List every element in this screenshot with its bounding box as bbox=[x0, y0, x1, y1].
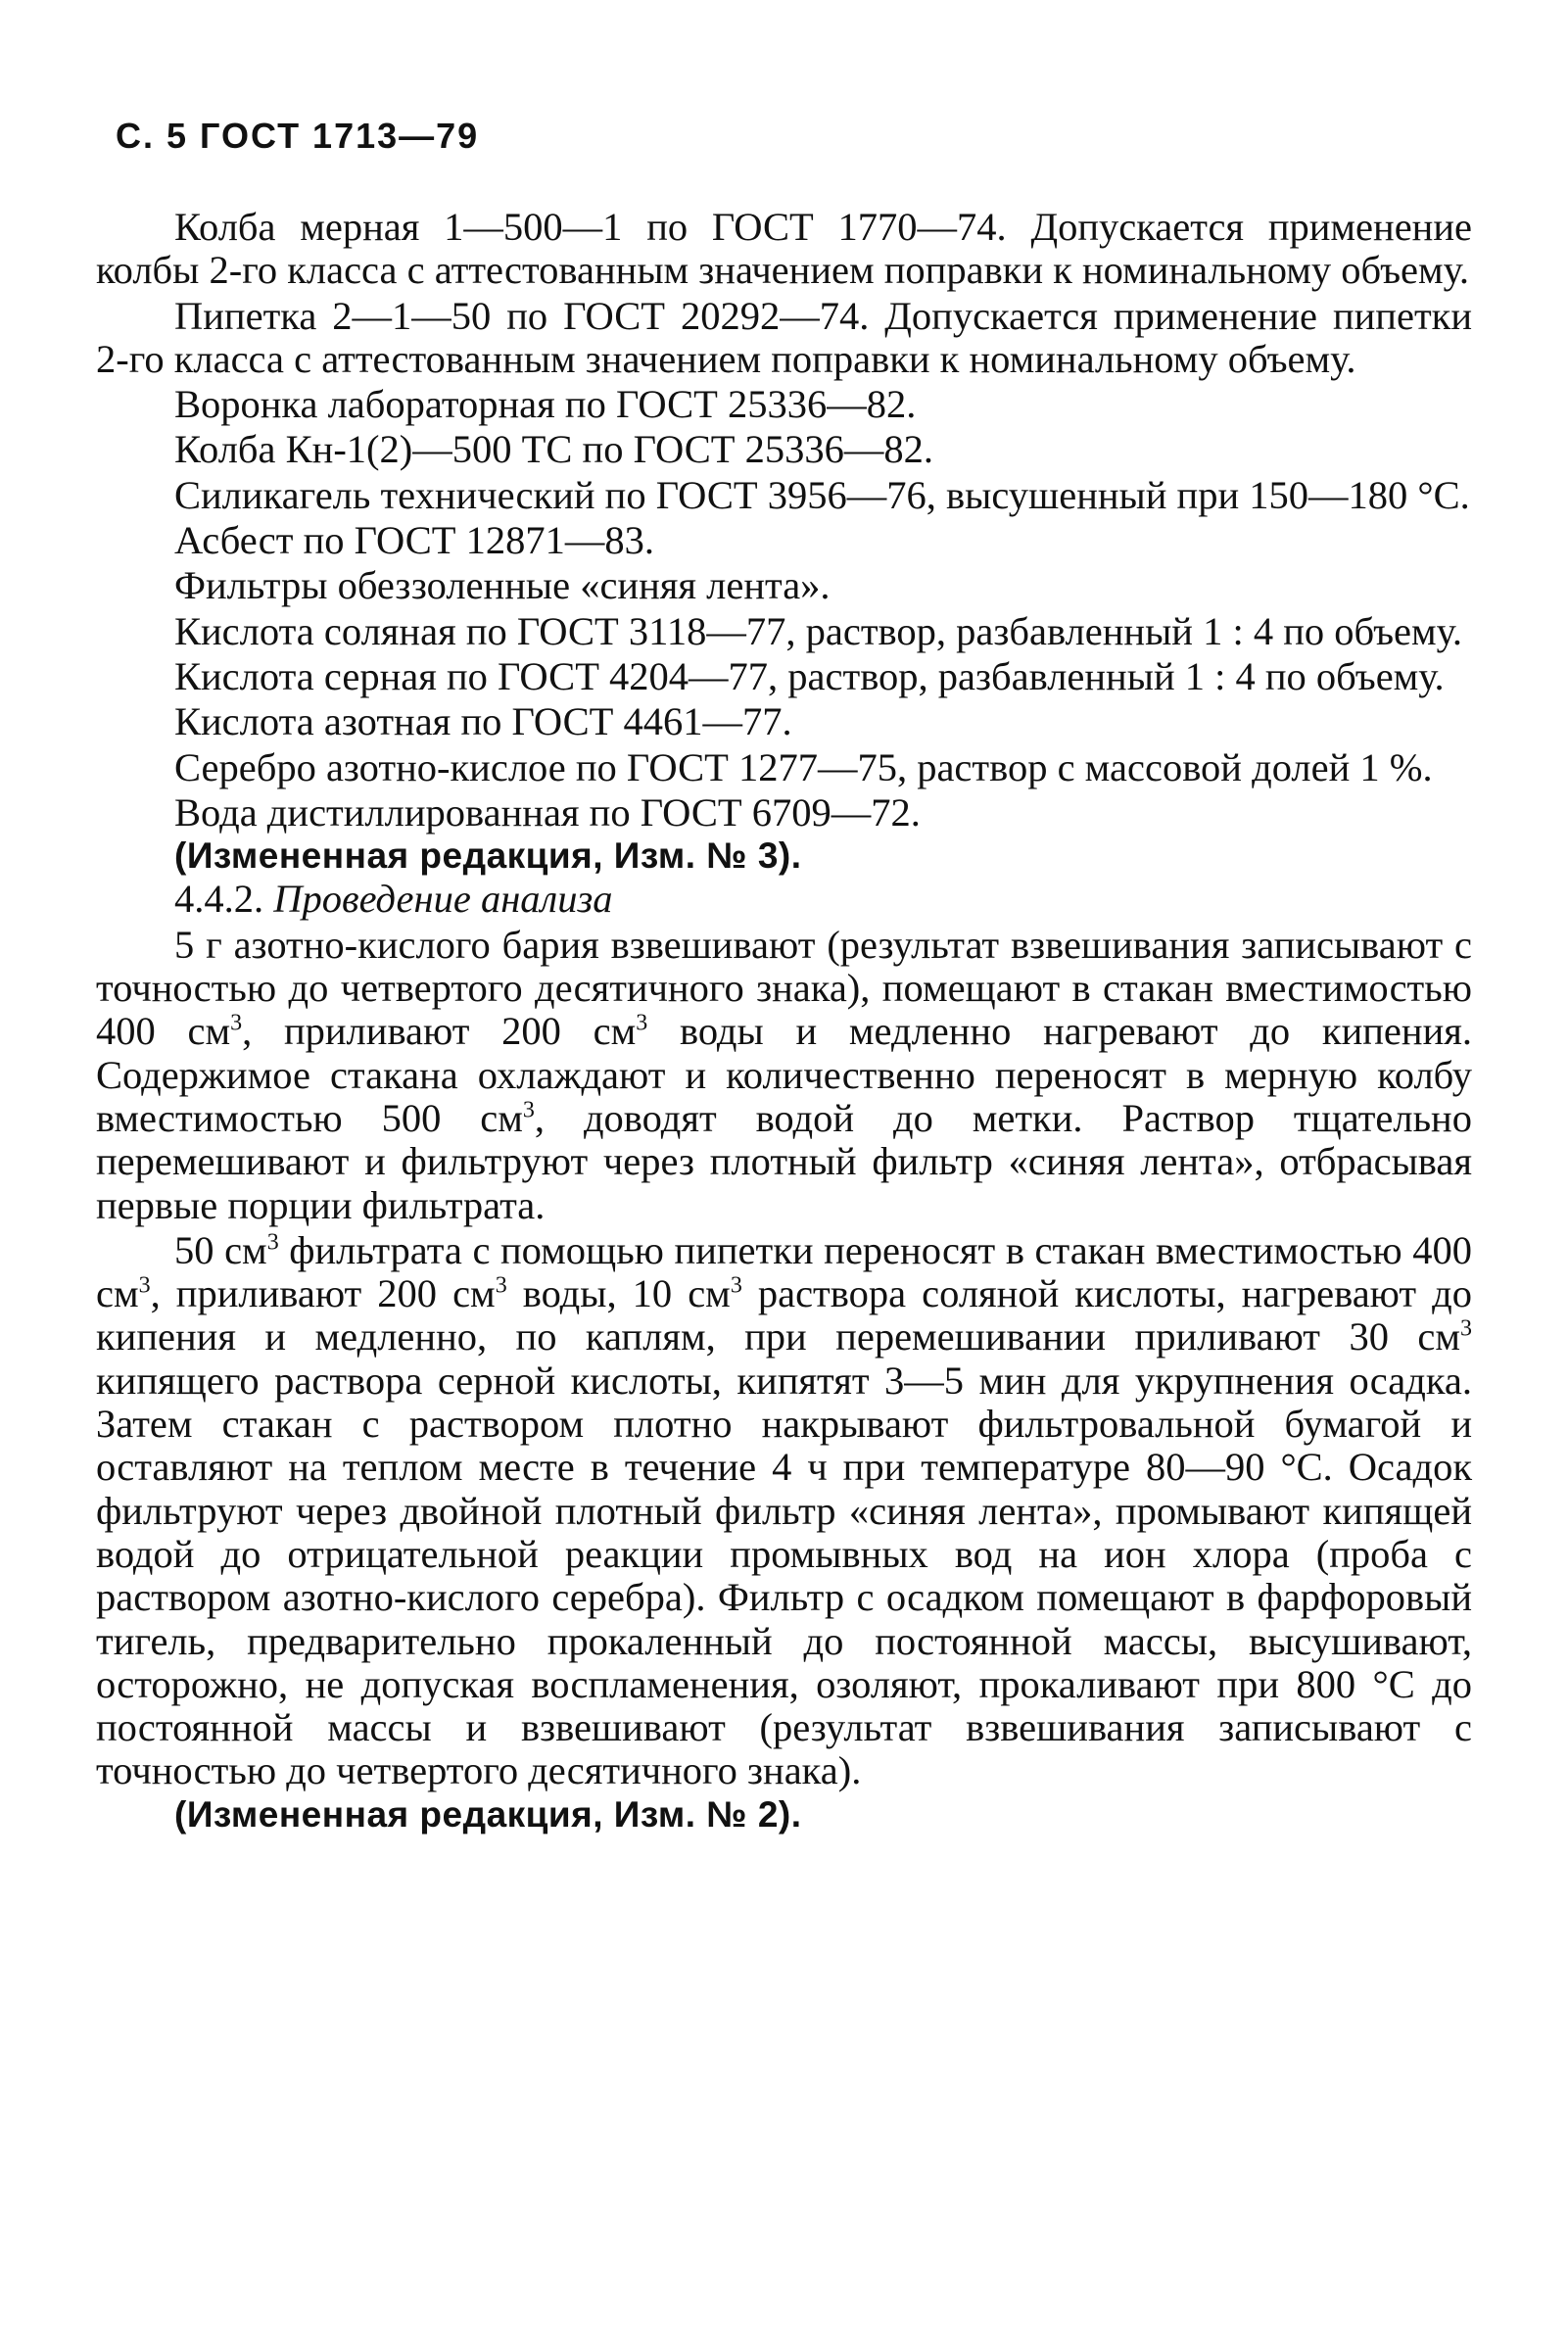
list-item-asbestos: Асбест по ГОСТ 12871—83. bbox=[174, 518, 655, 563]
procedure-paragraph-2: 50 $см^3$ фильтрата с помощью пипетки переносят в стакан вместимостью 400 $см^3$, приливают 200 $см^3$ воды, 10 $см^3$ раствора соляной кислоты, нагревают до кипения и медленно, по каплям, при перемешивании приливают 30 $см^3$ кипящего раствора серной кислоты, кипятят 3—5 мин для укрупнения осадка. Затем стакан с раствором плотно накрывают фильтровальной бумагой и оставляют на теплом месте в течение 4 ч при температуре 80—90 °С. Осадок фильтруют через двойной плотный фильтр «синяя лента», промывают кипящей водой до отрицательной реакции промывных вод на ион хлора (проба с раствором азотно-кислого серебра). Фильтр с осадком помещают в фарфоровый тигель, предварительно прокаленный до постоянной массы, высушивают, осторожно, не допуская воспламенения, озоляют, прокаливают при 800 °С до постоянной массы и взвешивают (результат взвешивания записывают с точностью до четвертого десятичного знака). bbox=[96, 1227, 1472, 1793]
list-item-conical-flask: Колба Кн-1(2)—500 ТС по ГОСТ 25336—82. bbox=[174, 427, 933, 472]
list-item-silver-nitrate: Серебро азотно-кислое по ГОСТ 1277—75, раствор с массовой долей 1 %. bbox=[174, 744, 1433, 789]
list-item-nitric-acid: Кислота азотная по ГОСТ 4461—77. bbox=[174, 699, 792, 744]
list-item-filters: Фильтры обеззоленные «синяя лента». bbox=[174, 563, 831, 608]
amendment-note-2: (Измененная редакция, Изм. № 2). bbox=[174, 1793, 802, 1835]
list-item-hydrochloric-acid: Кислота соляная по ГОСТ 3118—77, раствор, разбавленный 1 : 4 по объему. bbox=[174, 608, 1462, 653]
list-item-sulfuric-acid: Кислота серная по ГОСТ 4204—77, раствор, разбавленный 1 : 4 по объему. bbox=[174, 653, 1445, 698]
section-number: 4.4.2. bbox=[174, 877, 264, 922]
page-header: С. 5 ГОСТ 1713—79 bbox=[116, 116, 480, 156]
document-body bbox=[96, 204, 1472, 1836]
list-item-funnel: Воронка лабораторная по ГОСТ 25336—82. bbox=[174, 382, 917, 427]
list-item-flask: Колба мерная 1—500—1 по ГОСТ 1770—74. Допускается применение колбы 2-го класса с аттестованным значением поправки к номинальному объему. bbox=[96, 205, 1472, 293]
section-title: Проведение анализа bbox=[273, 877, 613, 922]
amendment-note-3: (Измененная редакция, Изм. № 3). bbox=[174, 835, 802, 877]
procedure-paragraph-1: 5 г азотно-кислого бария взвешивают (результат взвешивания записывают с точностью до четвертого десятичного знака), помещают в стакан вместимостью 400 $см^3$, приливают 200 $см^3$ воды и медленно нагревают до кипения. Содержимое стакана охлаждают и количественно переносят в мерную колбу вместимостью 500 $см^3$, доводят водой до метки. Раствор тщательно перемешивают и фильтруют через плотный фильтр «синяя лента», отбрасывая первые порции фильтрата. bbox=[96, 922, 1473, 1227]
list-item-pipette: Пипетка 2—1—50 по ГОСТ 20292—74. Допускается применение пипетки 2-го класса с аттестованным значением поправки к номинальному объему. bbox=[96, 293, 1472, 381]
list-item-silica-gel: Силикагель технический по ГОСТ 3956—76, высушенный при 150—180 °С. bbox=[174, 472, 1470, 517]
section-heading bbox=[96, 878, 1472, 921]
list-item-distilled-water: Вода дистиллированная по ГОСТ 6709—72. bbox=[174, 789, 921, 835]
